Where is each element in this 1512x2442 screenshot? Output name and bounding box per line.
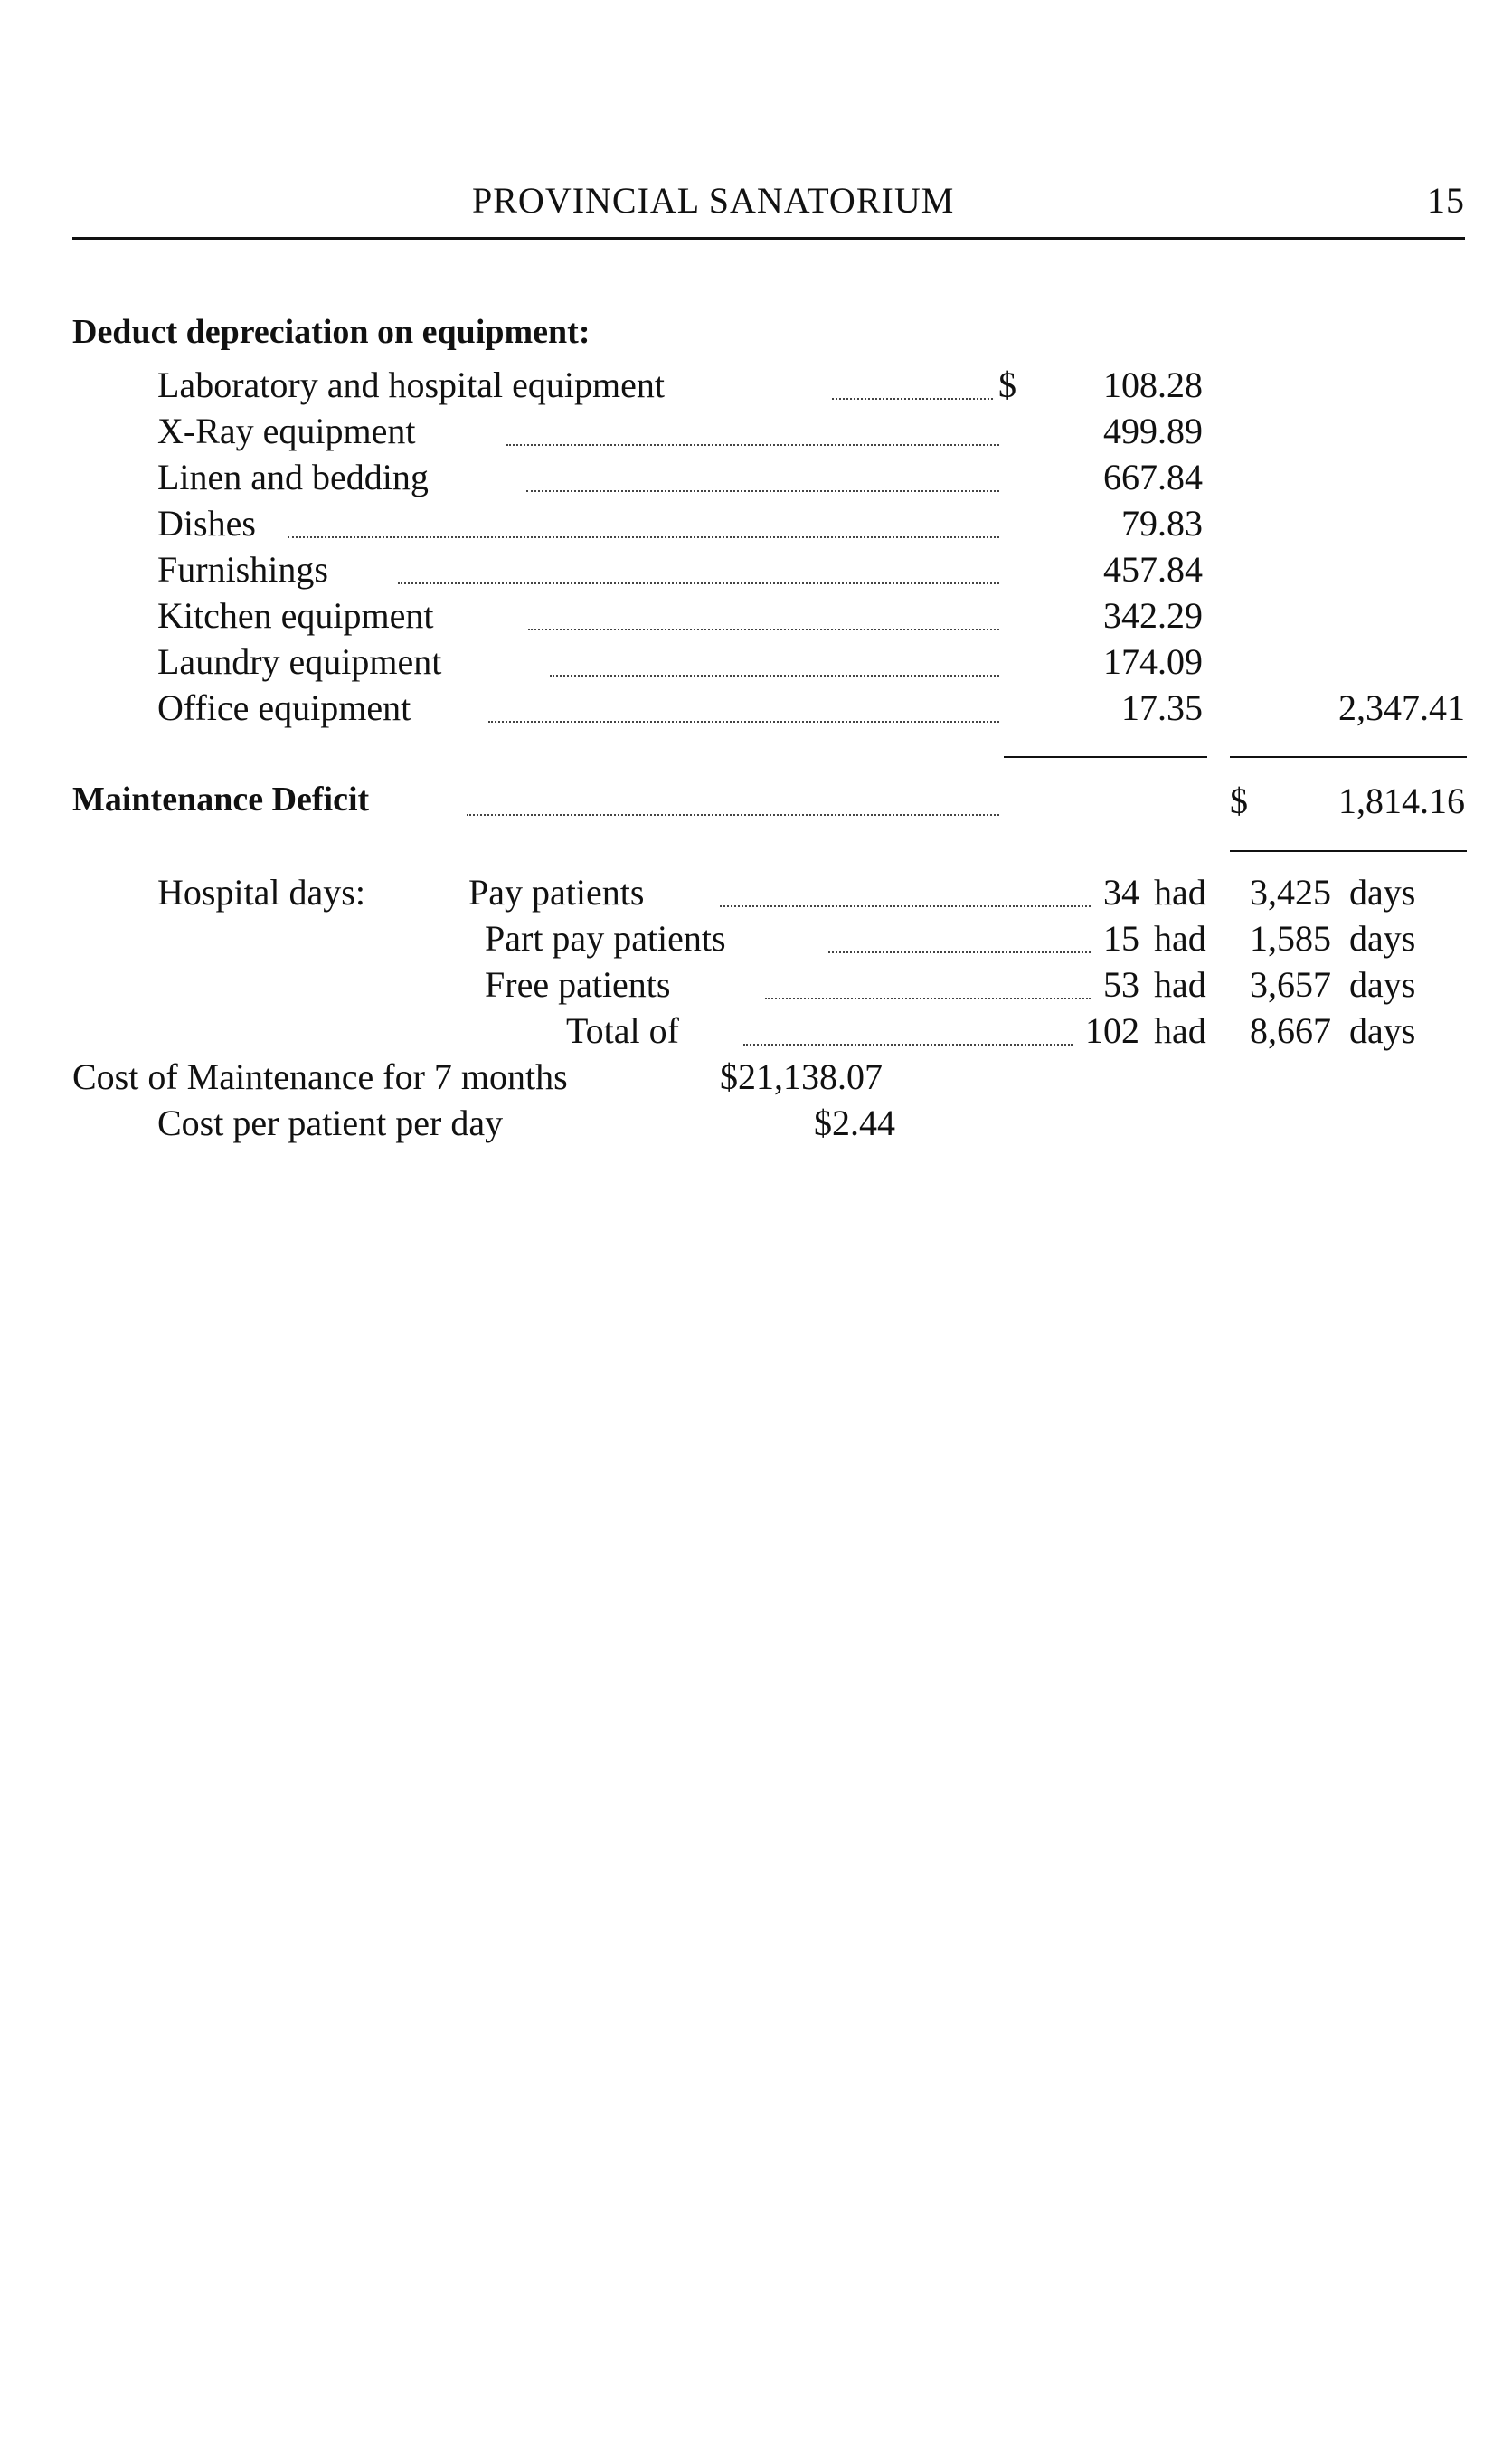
days-unit: days: [1349, 1010, 1416, 1051]
item-amount: 79.83: [1121, 503, 1203, 544]
depreciation-total: 2,347.41: [1338, 687, 1465, 728]
days-unit: days: [1349, 964, 1416, 1005]
had-word: had: [1154, 964, 1206, 1005]
dot-leader: [488, 721, 999, 723]
cost-maintenance-amount: $21,138.07: [720, 1056, 883, 1097]
item-amount: 342.29: [1103, 595, 1203, 636]
item-label: Laundry equipment: [157, 641, 442, 682]
days-count: 8,667: [1250, 1010, 1331, 1051]
dot-leader: [550, 675, 999, 677]
dot-leader: [528, 629, 999, 630]
item-label: Kitchen equipment: [157, 595, 434, 636]
subtotal-rule: [1004, 756, 1207, 758]
dot-leader: [828, 951, 1091, 953]
dot-leader: [398, 582, 999, 584]
dot-leader: [506, 444, 999, 446]
total-rule: [1230, 756, 1467, 758]
row-label: Total of: [566, 1010, 679, 1051]
row-label: Pay patients: [468, 872, 645, 913]
maintenance-deficit-label: Maintenance Deficit: [72, 781, 370, 819]
page-number: 15: [1427, 180, 1465, 221]
dot-leader: [765, 998, 1091, 999]
page-header-title: PROVINCIAL SANATORIUM: [472, 180, 955, 221]
deficit-rule: [1230, 850, 1467, 852]
dot-leader: [720, 905, 1091, 907]
item-label: Laboratory and hospital equipment: [157, 364, 665, 405]
patient-count: 102: [1085, 1010, 1139, 1051]
days-count: 3,657: [1250, 964, 1331, 1005]
patient-count: 15: [1103, 918, 1139, 959]
item-label: Furnishings: [157, 549, 328, 590]
patient-count: 34: [1103, 872, 1139, 913]
dot-leader: [526, 490, 999, 492]
item-label: X-Ray equipment: [157, 411, 416, 451]
patient-count: 53: [1103, 964, 1139, 1005]
item-label: Linen and bedding: [157, 457, 429, 497]
item-amount: 108.28: [1103, 364, 1203, 405]
dollar-sign: $: [1230, 781, 1248, 821]
item-amount: 457.84: [1103, 549, 1203, 590]
had-word: had: [1154, 1010, 1206, 1051]
cost-per-day-label: Cost per patient per day: [157, 1103, 504, 1143]
dot-leader: [832, 398, 993, 400]
had-word: had: [1154, 918, 1206, 959]
days-count: 1,585: [1250, 918, 1331, 959]
cost-maintenance-label: Cost of Maintenance for 7 months: [72, 1056, 568, 1097]
days-unit: days: [1349, 872, 1416, 913]
cost-per-day-amount: $2.44: [814, 1103, 895, 1143]
item-amount: 17.35: [1121, 687, 1203, 728]
item-amount: 499.89: [1103, 411, 1203, 451]
item-label: Dishes: [157, 503, 256, 544]
row-label: Free patients: [485, 964, 671, 1005]
item-amount: 667.84: [1103, 457, 1203, 497]
dot-leader: [467, 814, 999, 816]
dollar-sign: $: [998, 364, 1016, 405]
maintenance-deficit-amount: 1,814.16: [1338, 781, 1465, 821]
had-word: had: [1154, 872, 1206, 913]
dot-leader: [743, 1044, 1073, 1046]
days-unit: days: [1349, 918, 1416, 959]
days-count: 3,425: [1250, 872, 1331, 913]
hospital-days-label: Hospital days:: [157, 872, 365, 913]
row-label: Part pay patients: [485, 918, 726, 959]
depreciation-heading: Deduct depreciation on equipment:: [72, 313, 591, 351]
header-rule: [72, 237, 1465, 240]
item-label: Office equipment: [157, 687, 411, 728]
item-amount: 174.09: [1103, 641, 1203, 682]
dot-leader: [288, 536, 999, 538]
